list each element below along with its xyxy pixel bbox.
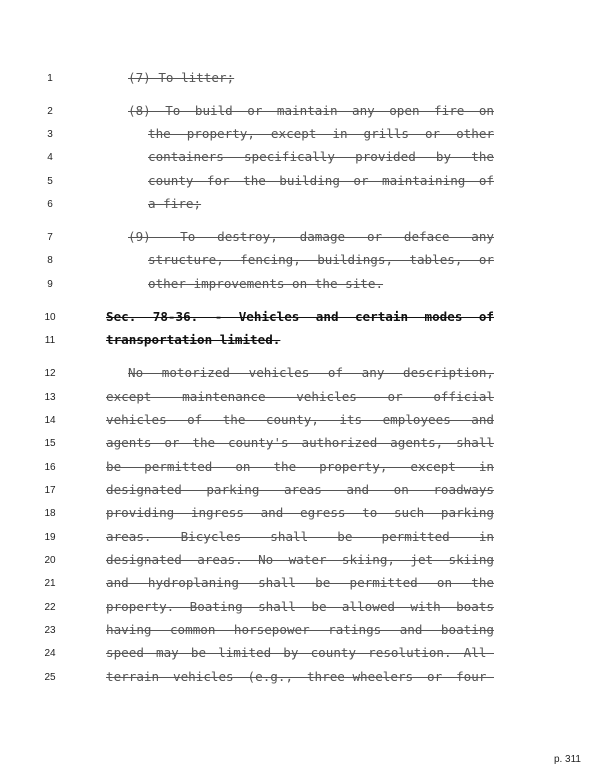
text-line: (8) To build or maintain any open fire on bbox=[128, 103, 494, 118]
text-line: containers specifically provided by the bbox=[148, 149, 494, 164]
line-number: 23 bbox=[44, 625, 56, 636]
text-line: structure, fencing, buildings, tables, or bbox=[148, 252, 494, 267]
text-line: vehicles of the county, its employees and bbox=[106, 412, 494, 427]
text-line: speed may be limited by county resolution. All- bbox=[106, 645, 494, 660]
line-number: 22 bbox=[44, 602, 56, 613]
text-line: providing ingress and egress to such parking bbox=[106, 505, 494, 520]
line-number: 8 bbox=[47, 255, 53, 266]
text-line: and hydroplaning shall be permitted on the bbox=[106, 575, 494, 590]
line-number: 6 bbox=[47, 199, 53, 210]
line-number: 13 bbox=[44, 392, 56, 403]
text-line: No motorized vehicles of any description, bbox=[128, 365, 494, 380]
text-line: the property, except in grills or other bbox=[148, 126, 494, 141]
line-number: 7 bbox=[47, 232, 53, 243]
line-number: 3 bbox=[47, 129, 53, 140]
text-line: designated parking areas and on roadways bbox=[106, 482, 494, 497]
line-number: 21 bbox=[44, 578, 56, 589]
line-number: 19 bbox=[44, 532, 56, 543]
line-number: 24 bbox=[44, 648, 56, 659]
line-number: 10 bbox=[44, 312, 56, 323]
line-number: 14 bbox=[44, 415, 56, 426]
line-number: 5 bbox=[47, 176, 53, 187]
text-line: (9) —To destroy, damage or deface any bbox=[128, 229, 494, 244]
page-number: p. 311 bbox=[553, 754, 581, 765]
section-heading: Sec. 78-36. - Vehicles and certain modes of bbox=[106, 309, 494, 324]
section-heading: transportation limited. bbox=[106, 332, 281, 347]
line-number: 15 bbox=[44, 438, 56, 449]
text-line: property. Boating shall be allowed with boats bbox=[106, 599, 494, 614]
text-line: having common horsepower ratings and boating bbox=[106, 622, 494, 637]
line-number: 20 bbox=[44, 555, 56, 566]
text-line: agents or the county's authorized agents, shall bbox=[106, 435, 494, 450]
line-number: 12 bbox=[44, 368, 56, 379]
text-line: (7) To litter; bbox=[128, 70, 235, 85]
text-line: areas. Bicycles shall be permitted in bbox=[106, 529, 494, 544]
text-line: except maintenance vehicles or official bbox=[106, 389, 494, 404]
line-number: 16 bbox=[44, 462, 56, 473]
line-number: 9 bbox=[47, 279, 53, 290]
line-number: 18 bbox=[44, 508, 56, 519]
line-number: 2 bbox=[47, 106, 53, 117]
line-number: 1 bbox=[47, 73, 53, 84]
text-line: other improvements on the site. bbox=[148, 276, 384, 291]
text-line: a fire; bbox=[148, 196, 202, 211]
text-line: terrain vehicles (e.g., three-wheelers or four- bbox=[106, 669, 494, 684]
text-line: designated areas. No water skiing, jet skiing bbox=[106, 552, 494, 567]
text-line: be permitted on the property, except in bbox=[106, 459, 494, 474]
line-number: 25 bbox=[44, 672, 56, 683]
line-number: 4 bbox=[47, 152, 53, 163]
line-number: 11 bbox=[44, 335, 56, 346]
text-line: county for the building or maintaining of bbox=[148, 173, 494, 188]
line-number: 17 bbox=[44, 485, 56, 496]
